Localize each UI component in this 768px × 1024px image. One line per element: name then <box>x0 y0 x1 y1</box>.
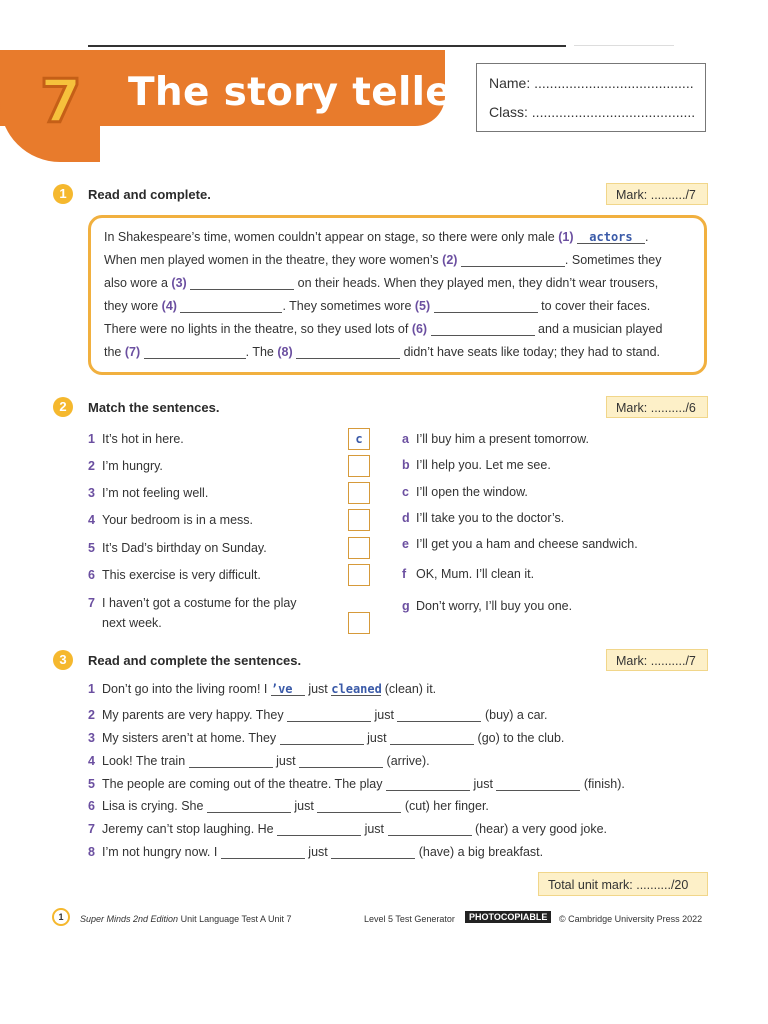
passage-line-6 <box>104 345 660 359</box>
option-text: I’ll take you to the doctor’s. <box>416 511 565 525</box>
gap-number: (8) <box>277 345 293 359</box>
footer-book <box>80 914 291 924</box>
sentence-6-gap-1[interactable] <box>207 799 291 813</box>
match-left-6 <box>88 568 261 582</box>
option-letter: f <box>402 567 407 581</box>
line-text: and a musician played <box>534 322 663 336</box>
section-2-number: 2 <box>53 397 73 417</box>
sentence-7-gap-1[interactable] <box>277 822 361 836</box>
sentence-5 <box>88 777 625 791</box>
gap-6-field[interactable] <box>431 322 535 336</box>
match-right-b <box>402 458 551 472</box>
item-number: 3 <box>88 731 95 745</box>
name-class-box <box>476 63 706 132</box>
match-left-3 <box>88 486 208 500</box>
item-number: 3 <box>88 486 95 500</box>
section-2-mark: Mark: ........../6 <box>606 396 708 418</box>
verb-hint: (have) a big breakfast. <box>418 845 544 859</box>
top-rule <box>88 45 566 47</box>
answer-box-2[interactable] <box>348 455 370 477</box>
option-text: I’ll help you. Let me see. <box>416 458 551 472</box>
match-left-2 <box>88 459 163 473</box>
just-word: just <box>367 731 387 745</box>
photocopiable-badge <box>465 912 551 922</box>
gap-8-field[interactable] <box>296 345 400 359</box>
item-text: I’m not feeling well. <box>102 486 209 500</box>
passage-line-5 <box>104 322 662 336</box>
option-letter: a <box>402 432 409 446</box>
verb-hint: (hear) a very good joke. <box>475 822 608 836</box>
option-text: Don’t worry, I’ll buy you one. <box>416 599 573 613</box>
line-text: In Shakespeare’s time, women couldn’t appear on stage, so there were only male <box>104 230 559 244</box>
gap-1-answer: actors <box>589 230 633 244</box>
item-number: 5 <box>88 541 95 555</box>
just-word: just <box>364 822 385 836</box>
sentence-text: Jeremy can’t stop laughing. He <box>102 822 278 836</box>
total-unit-mark: Total unit mark: ........../20 <box>538 872 708 896</box>
item-text: This exercise is very difficult. <box>102 568 261 582</box>
answer-box-7[interactable] <box>348 612 370 634</box>
gap-7-field[interactable] <box>144 345 246 359</box>
sentence-1-gap-1[interactable] <box>271 682 305 696</box>
item-text: It’s hot in here. <box>102 432 184 446</box>
sentence-text: Don’t go into the living room! I <box>102 682 271 696</box>
verb-hint: (cut) her finger. <box>404 799 489 813</box>
option-letter: e <box>402 537 409 551</box>
gap-1-field[interactable] <box>577 230 645 244</box>
option-letter: b <box>402 458 410 472</box>
line-text: didn’t have seats like today; they had to stand. <box>400 345 661 359</box>
sentence-5-gap-1[interactable] <box>386 777 470 791</box>
photocopiable-label: PHOTOCOPIABLE <box>465 911 551 923</box>
verb-hint: (buy) a car. <box>484 708 548 722</box>
option-text: OK, Mum. I’ll clean it. <box>416 567 535 581</box>
gap-number: (5) <box>414 299 431 313</box>
line-text: . The <box>245 345 278 359</box>
footer-test-name: Unit Language Test A Unit 7 <box>178 914 292 924</box>
just-word: just <box>374 708 394 722</box>
option-letter: c <box>402 485 409 499</box>
sentence-1-answer-1: ’ve <box>270 682 293 696</box>
match-left-4 <box>88 513 253 527</box>
class-field[interactable]: Class: .......................................... <box>489 104 696 120</box>
sentence-text: Look! The train <box>102 754 189 768</box>
footer-generator: Level 5 Test Generator <box>364 914 455 924</box>
answer-box-4[interactable] <box>348 509 370 531</box>
match-left-7 <box>88 596 297 610</box>
line-text: the <box>104 345 125 359</box>
match-right-e <box>402 537 638 551</box>
item-number: 6 <box>88 799 95 813</box>
item-number: 4 <box>88 754 95 768</box>
passage-line-2 <box>104 253 662 267</box>
section-3-number: 3 <box>53 650 73 670</box>
answer-box-6[interactable] <box>348 564 370 586</box>
verb-hint: (clean) it. <box>384 682 437 696</box>
sentence-4-gap-1[interactable] <box>189 754 273 768</box>
match-right-g <box>402 599 572 613</box>
match-right-d <box>402 511 564 525</box>
page-number: 1 <box>52 908 70 926</box>
passage-line-1 <box>104 230 648 244</box>
match-right-a <box>402 432 589 446</box>
gap-2-field[interactable] <box>461 253 565 267</box>
item-number: 2 <box>88 708 95 722</box>
section-2-title: Match the sentences. <box>88 400 220 415</box>
line-text: . <box>644 230 649 244</box>
option-text: I’ll buy him a present tomorrow. <box>416 432 589 446</box>
item-number: 2 <box>88 459 95 473</box>
sentence-2 <box>88 708 547 722</box>
item-number: 7 <box>88 596 95 610</box>
answer-box-1[interactable] <box>348 428 370 450</box>
item-number: 1 <box>88 432 95 446</box>
answer-box-3[interactable] <box>348 482 370 504</box>
just-word: just <box>308 682 328 696</box>
item-number: 7 <box>88 822 95 836</box>
item-number: 5 <box>88 777 95 791</box>
sentence-text: The people are coming out of the theatre. The play <box>102 777 386 791</box>
sentence-7 <box>88 822 607 836</box>
sentence-6-gap-2[interactable] <box>317 799 401 813</box>
option-text: I’ll open the window. <box>416 485 528 499</box>
section-1-mark: Mark: ........../7 <box>606 183 708 205</box>
sentence-4-gap-2[interactable] <box>299 754 383 768</box>
gap-5-field[interactable] <box>434 299 538 313</box>
item-text: I’m hungry. <box>102 459 163 473</box>
just-word: just <box>473 777 493 791</box>
answer-box-1-value: c <box>355 432 363 446</box>
gap-number: (1) <box>558 230 574 244</box>
name-field[interactable]: Name: ......................................... <box>489 75 694 91</box>
top-rule-faint <box>574 45 674 46</box>
line-text: also wore a <box>104 276 172 290</box>
sentence-text: Lisa is crying. She <box>102 799 207 813</box>
line-text: . They sometimes wore <box>282 299 415 313</box>
sentence-8 <box>88 845 543 859</box>
item-number: 8 <box>88 845 95 859</box>
gap-number: (3) <box>171 276 187 290</box>
sentence-5-gap-2[interactable] <box>496 777 580 791</box>
sentence-3-gap-1[interactable] <box>280 731 364 745</box>
passage-line-4 <box>104 299 650 313</box>
line-text: There were no lights in the theatre, so they used lots of <box>104 322 412 336</box>
verb-hint: (go) to the club. <box>477 731 565 745</box>
sentence-2-gap-2[interactable] <box>397 708 481 722</box>
footer-book-title: Super Minds 2nd Edition <box>80 914 179 924</box>
sentence-2-gap-1[interactable] <box>287 708 371 722</box>
line-text: to cover their faces. <box>537 299 651 313</box>
option-letter: d <box>402 511 410 525</box>
gap-4-field[interactable] <box>180 299 282 313</box>
item-number: 1 <box>88 682 95 696</box>
passage-line-3 <box>104 276 658 290</box>
section-3-title: Read and complete the sentences. <box>88 653 302 668</box>
just-word: just <box>276 754 296 768</box>
option-letter: g <box>402 599 410 613</box>
match-left-1 <box>88 432 184 446</box>
gap-3-field[interactable] <box>190 276 294 290</box>
line-text: . Sometimes they <box>564 253 662 267</box>
section-1-number: 1 <box>53 184 73 204</box>
line-text: they wore <box>104 299 162 313</box>
match-right-c <box>402 485 528 499</box>
item-text: It’s Dad’s birthday on Sunday. <box>102 541 267 555</box>
verb-hint: (finish). <box>583 777 625 791</box>
sentence-3 <box>88 731 564 745</box>
item-number: 6 <box>88 568 95 582</box>
sentence-3-gap-2[interactable] <box>390 731 474 745</box>
answer-box-5[interactable] <box>348 537 370 559</box>
match-right-f <box>402 567 534 581</box>
line-text: on their heads. When they played men, they didn’t wear trousers, <box>294 276 659 290</box>
just-word: just <box>308 845 328 859</box>
gap-number: (6) <box>411 322 428 336</box>
verb-hint: (arrive). <box>386 754 430 768</box>
gap-number: (4) <box>161 299 177 313</box>
match-left-5 <box>88 541 267 555</box>
sentence-1 <box>88 682 436 696</box>
sentence-8-gap-2[interactable] <box>331 845 415 859</box>
item-number: 4 <box>88 513 95 527</box>
option-text: I’ll get you a ham and cheese sandwich. <box>416 537 638 551</box>
footer-copyright: © Cambridge University Press 2022 <box>559 914 703 924</box>
page-title: The story teller <box>128 70 472 115</box>
sentence-text: My sisters aren’t at home. They <box>102 731 280 745</box>
sentence-1-gap-2[interactable] <box>331 682 381 696</box>
sentence-6 <box>88 799 489 813</box>
section-1-title: Read and complete. <box>88 187 211 202</box>
unit-number: 7 <box>40 67 82 137</box>
match-left-7-cont: next week. <box>102 616 162 630</box>
sentence-8-gap-1[interactable] <box>221 845 305 859</box>
item-text: I haven’t got a costume for the play <box>102 596 297 610</box>
section-3-mark: Mark: ........../7 <box>606 649 708 671</box>
sentence-text: I’m not hungry now. I <box>102 845 221 859</box>
just-word: just <box>294 799 314 813</box>
sentence-7-gap-2[interactable] <box>388 822 472 836</box>
sentence-text: My parents are very happy. They <box>102 708 288 722</box>
sentence-4 <box>88 754 430 768</box>
gap-number: (2) <box>442 253 458 267</box>
line-text: When men played women in the theatre, they wore women’s <box>104 253 443 267</box>
sentence-1-answer-2: cleaned <box>331 682 382 696</box>
gap-number: (7) <box>124 345 141 359</box>
item-text: Your bedroom is in a mess. <box>102 513 254 527</box>
